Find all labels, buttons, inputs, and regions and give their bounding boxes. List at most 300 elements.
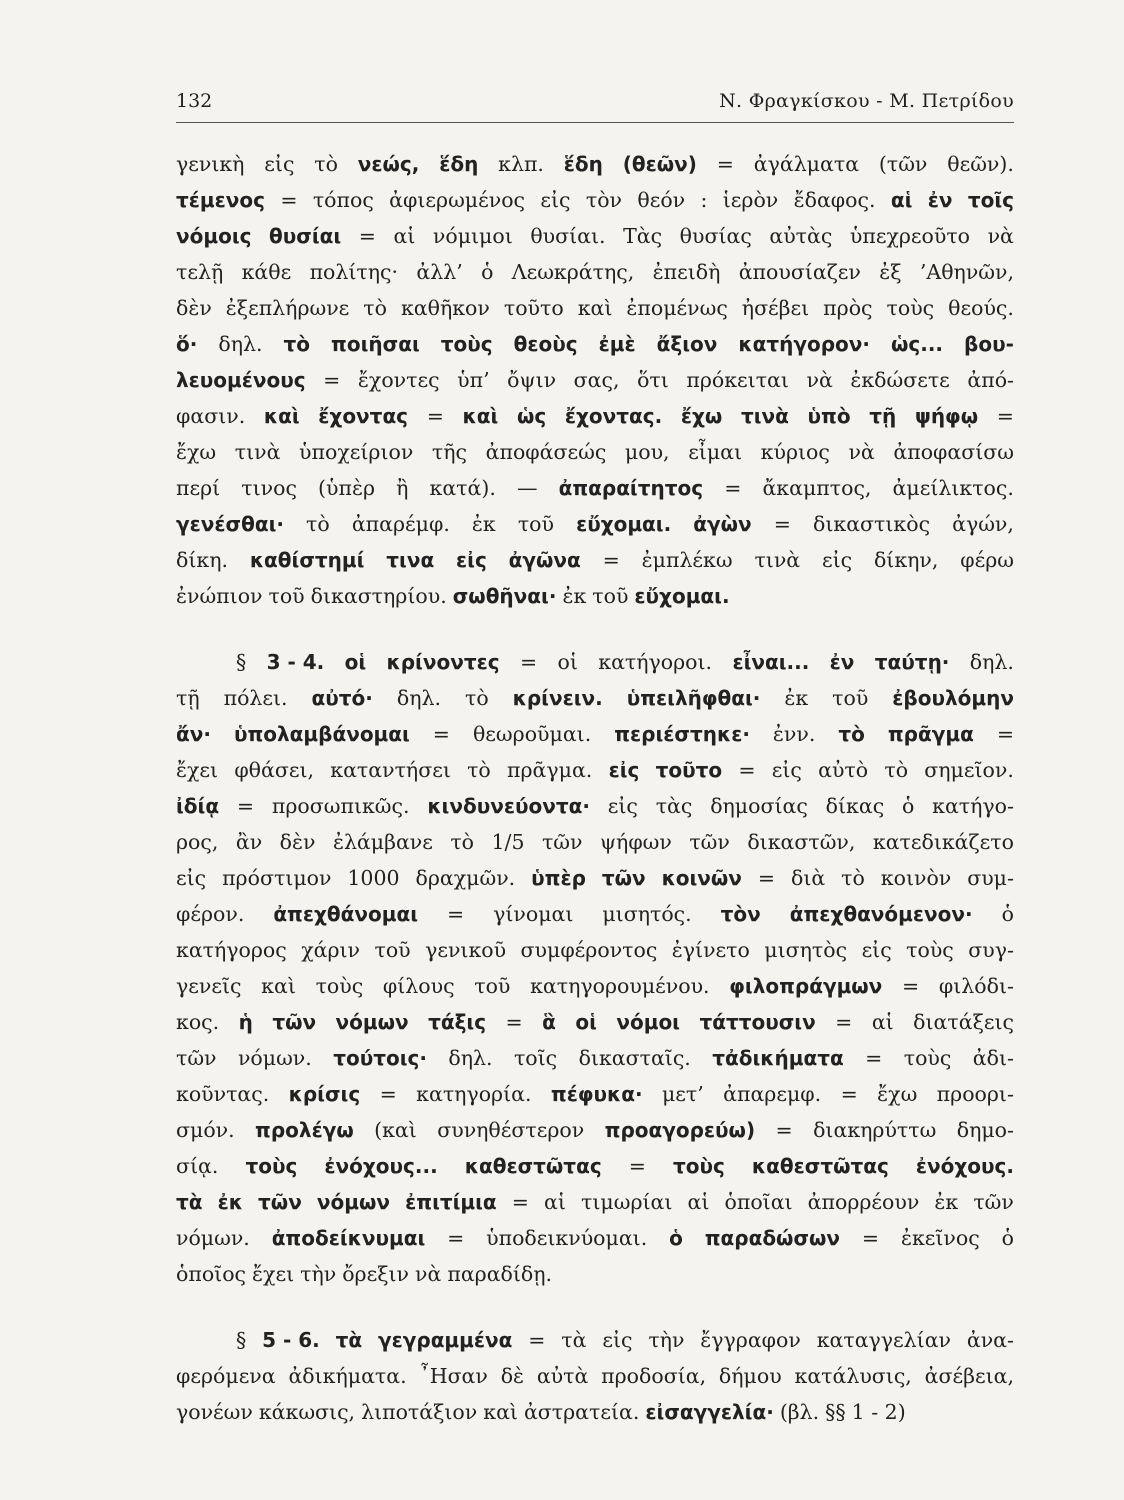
- word: σας,: [573, 368, 620, 392]
- bold-term: ἀπαραίτητος: [558, 476, 704, 500]
- bold-term: τάξις: [428, 1010, 487, 1034]
- word: δικασταῖς.: [578, 1046, 691, 1070]
- bold-term: καθίστημί: [249, 548, 365, 572]
- word: δικαστηρίου.: [310, 584, 447, 608]
- bold-term: πρᾶγμα: [887, 722, 974, 746]
- word: αὐτὰς: [769, 224, 833, 248]
- word: =: [446, 902, 465, 926]
- text-line: [176, 326, 1014, 362]
- word: ἐμπλέκω: [641, 548, 733, 572]
- bold-term: τοὺς: [245, 1154, 298, 1178]
- word: πρὸς: [823, 296, 873, 320]
- word: τὸ: [363, 296, 387, 320]
- word: θυσίαι.: [530, 224, 606, 248]
- word: κλπ.: [498, 152, 544, 176]
- bold-term: ἐκ: [217, 1190, 243, 1214]
- word: μου,: [624, 440, 670, 464]
- bold-term: νεώς,: [357, 152, 420, 176]
- word: ψήφων: [599, 830, 672, 854]
- word: δικαστικὸς: [813, 512, 931, 536]
- word: ἀλλ’: [416, 260, 463, 284]
- bold-term: ἰδίᾳ: [176, 794, 220, 818]
- word: συνηθέστερον: [437, 1118, 585, 1142]
- bold-term: εἰς: [456, 548, 487, 572]
- word: κατηγορουμένου.: [530, 974, 710, 998]
- word: πρᾶγμα.: [507, 758, 593, 782]
- word: ἐκδώσετε: [850, 368, 950, 392]
- word: τοῦ: [832, 686, 869, 710]
- bold-term: ὑπολαμβάνομαι: [233, 722, 410, 746]
- word: εἰς: [602, 1328, 633, 1352]
- word: καὶ: [483, 1400, 518, 1424]
- word: προορι-: [936, 1082, 1014, 1106]
- word: δημο-: [956, 1118, 1014, 1142]
- text-line: [176, 1394, 1014, 1430]
- text-line: [176, 932, 1014, 968]
- word: τοὺς: [903, 1046, 952, 1070]
- word: εἰς: [821, 548, 853, 572]
- word: φέρον.: [176, 902, 245, 926]
- word: συμφέροντος: [520, 938, 658, 962]
- word: νὰ: [415, 1262, 442, 1286]
- bold-term: ὑπειλῆφθαι·: [626, 686, 761, 710]
- word: τὸν: [585, 188, 623, 212]
- word: §§: [825, 1400, 846, 1424]
- word: θεωροῦμαι.: [472, 722, 592, 746]
- word: πολίτης·: [309, 260, 399, 284]
- word: κατήγοροι.: [598, 650, 713, 674]
- word: ἀγών,: [952, 512, 1014, 536]
- bold-term: ἀγῶνα: [508, 548, 581, 572]
- bold-term: τοῦτο: [655, 758, 723, 782]
- word: δηλ.: [969, 650, 1014, 674]
- bold-term: ἐνόχους...: [324, 1154, 438, 1178]
- bold-term: τὸ: [283, 332, 311, 356]
- word: ἀφιερωμένος: [389, 188, 526, 212]
- text-line: [176, 1184, 1014, 1220]
- word: ἀδικήματα.: [288, 1364, 407, 1388]
- word: ἐνν.: [772, 722, 816, 746]
- text-line: [176, 290, 1014, 326]
- bold-term: καθεστῶτας: [751, 1154, 889, 1178]
- word: νόμων.: [176, 1226, 250, 1250]
- bold-term: καθεστῶτας: [464, 1154, 602, 1178]
- word: =: [724, 476, 742, 500]
- word: τὸ: [841, 866, 865, 890]
- bold-term: ἐν: [829, 650, 855, 674]
- bold-term: καὶ: [263, 404, 300, 428]
- word: περί: [176, 476, 221, 500]
- word: τοῦ: [517, 512, 554, 536]
- bold-term: ἔχοντας: [318, 404, 409, 428]
- word: =: [902, 974, 920, 998]
- word: εἰς: [176, 866, 207, 890]
- text-line: [176, 824, 1014, 860]
- text-line: [176, 752, 1014, 788]
- word: τοὺς: [886, 296, 935, 320]
- word: =: [426, 404, 444, 428]
- word: αἱ: [393, 224, 416, 248]
- bold-term: κρίσις: [288, 1082, 361, 1106]
- word: ἐκ: [471, 512, 496, 536]
- word: τιμωρίαι: [581, 1190, 673, 1214]
- bold-term: ποιῆσαι: [331, 332, 420, 356]
- bold-term: τινὰ: [740, 404, 789, 428]
- word: ἐξ: [879, 260, 902, 284]
- word: εἰς: [607, 794, 638, 818]
- word: =: [840, 1082, 858, 1106]
- word: 1 - 2): [851, 1400, 906, 1424]
- word: σμόν.: [176, 1118, 235, 1142]
- word: ἂν: [235, 830, 263, 854]
- word: τῶν: [541, 830, 583, 854]
- bold-term: τὸ: [838, 722, 865, 746]
- word: αἱ: [871, 1010, 894, 1034]
- word: 1000: [347, 866, 400, 890]
- word: (τῶν: [878, 152, 928, 176]
- word: τοῦ: [374, 938, 411, 962]
- word: κοῦντας.: [176, 1082, 270, 1106]
- word: αὐτὸ: [818, 758, 869, 782]
- bold-term: ἕδη: [439, 152, 479, 176]
- bold-term: ὡς: [516, 404, 547, 428]
- word: κατεδικάζετο: [872, 830, 1014, 854]
- bold-term: τάττουσιν: [699, 1010, 816, 1034]
- bold-term: βου-: [964, 332, 1014, 356]
- word: δίκας: [825, 794, 885, 818]
- word: ἀπαρεμφ.: [723, 1082, 822, 1106]
- bold-term: ἀποδείκνυμαι: [271, 1226, 426, 1250]
- bold-term: ἐμὲ: [598, 332, 636, 356]
- word: ὁποῖαι: [724, 1190, 793, 1214]
- word: γίνομαι: [493, 902, 574, 926]
- word: =: [528, 1328, 546, 1352]
- bold-term: τοὺς: [672, 1154, 725, 1178]
- word: κατηγορία.: [416, 1082, 532, 1106]
- text-line: [176, 644, 1014, 680]
- word: ὑπ’: [457, 368, 490, 392]
- word: διὰ: [791, 866, 826, 890]
- word: ἐπειδὴ: [652, 260, 721, 284]
- bold-term: νόμων: [335, 1010, 409, 1034]
- word: =: [996, 722, 1014, 746]
- word: ῏Ησαν: [419, 1364, 488, 1388]
- bold-term: ὑπὲρ: [531, 866, 586, 890]
- word: ἔδαφος.: [793, 188, 876, 212]
- bold-term: φιλοπράγμων: [729, 974, 883, 998]
- word: ἐγίνετο: [671, 938, 750, 962]
- word: ἀπορρέουν: [807, 1190, 920, 1214]
- bold-term: 5 - 6.: [262, 1328, 320, 1352]
- word: κάθε: [241, 260, 292, 284]
- bold-term: νόμοι: [616, 1010, 680, 1034]
- word: μετ’: [661, 1082, 704, 1106]
- word: καταντήσει: [330, 758, 451, 782]
- paragraph: [176, 1322, 1014, 1430]
- word: =: [865, 1046, 883, 1070]
- word: γενικοῦ: [425, 938, 507, 962]
- bold-term: προλέγω: [255, 1118, 354, 1142]
- text-line: [176, 146, 1014, 182]
- word: τῶν: [176, 1046, 217, 1070]
- word: ἐκ: [934, 1190, 959, 1214]
- word: (ὑπὲρ: [318, 476, 376, 500]
- text-line: [176, 1358, 1014, 1394]
- word: ἀμείλικτος.: [892, 476, 1014, 500]
- word: δὲν: [279, 830, 316, 854]
- bold-term: τινα: [386, 548, 435, 572]
- bold-term: πέφυκα·: [550, 1082, 643, 1106]
- word: ἀγάλματα: [753, 152, 860, 176]
- word: =: [628, 1154, 646, 1178]
- word: φασιν.: [176, 404, 246, 428]
- text-line: [176, 1040, 1014, 1076]
- bold-term: ἐβουλόμην: [892, 686, 1014, 710]
- word: εἶμαι: [688, 440, 743, 464]
- bold-term: περιέστηκε·: [614, 722, 750, 746]
- word: =: [379, 1082, 397, 1106]
- word: τὸ: [314, 152, 338, 176]
- word: τὸ: [464, 686, 489, 710]
- bold-term: τοὺς: [440, 332, 493, 356]
- bold-term: τῶν: [258, 1190, 302, 1214]
- word: ἀνα-: [966, 1328, 1014, 1352]
- word: δικαστῶν,: [747, 830, 856, 854]
- bold-term: εἰσαγγελία·: [645, 1400, 774, 1424]
- word: τοῦ: [474, 974, 511, 998]
- text-line: [176, 434, 1014, 470]
- word: =: [447, 1226, 465, 1250]
- word: καταγγελίαν: [816, 1328, 952, 1352]
- bold-term: ψήφῳ: [914, 404, 979, 428]
- word: =: [323, 368, 341, 392]
- word: αἱ: [544, 1190, 566, 1214]
- word: προσωπικῶς.: [271, 794, 410, 818]
- word: καθῆκον: [400, 296, 490, 320]
- word: δηλ.: [448, 1046, 493, 1070]
- word: ἐξεπλήρωνε: [225, 296, 350, 320]
- bold-term: κατήγορον·: [738, 332, 870, 356]
- bold-term: κρίνοντες: [386, 650, 500, 674]
- word: ὄρεξιν: [342, 1262, 410, 1286]
- bold-term: λευομένους: [176, 368, 306, 392]
- bold-term: εὔχομαι.: [576, 512, 672, 536]
- bold-term: ἀγὼν: [693, 512, 752, 536]
- word: κατάλυσις,: [794, 1364, 912, 1388]
- bold-term: εἶναι...: [732, 650, 810, 674]
- word: κος.: [176, 1010, 220, 1034]
- word: πρόκειται: [686, 368, 789, 392]
- bold-term: σωθῆναι·: [452, 584, 557, 608]
- word: ἐπομένως: [626, 296, 728, 320]
- word: νὰ: [806, 368, 833, 392]
- word: :: [700, 188, 708, 212]
- word: νὰ: [987, 224, 1014, 248]
- word: δίκην,: [873, 548, 939, 572]
- word: τὴν: [648, 1328, 685, 1352]
- word: γονέων: [176, 1400, 253, 1424]
- page-number: 132: [176, 90, 213, 112]
- word: τινος: [241, 476, 297, 500]
- bold-term: ταύτῃ·: [874, 650, 950, 674]
- bold-term: τὸν: [720, 902, 761, 926]
- bold-term: (θεῶν): [622, 152, 697, 176]
- bold-term: κοινῶν: [661, 866, 742, 890]
- word: ὅτι: [637, 368, 669, 392]
- bold-term: οἱ: [344, 650, 367, 674]
- text-line: [176, 218, 1014, 254]
- bold-term: παραδώσων: [704, 1226, 841, 1250]
- bold-term: εἰς: [608, 758, 640, 782]
- bold-term: κρίνειν.: [512, 686, 603, 710]
- word: =: [236, 794, 255, 818]
- bold-term: γεγραμμένα: [378, 1328, 513, 1352]
- word: τῆς: [431, 440, 468, 464]
- word: τοῖς: [513, 1046, 558, 1070]
- word: νὰ: [848, 440, 875, 464]
- word: παραδίδῃ.: [447, 1262, 553, 1286]
- word: Λεωκράτης,: [511, 260, 635, 284]
- word: εἰς: [540, 188, 571, 212]
- word: θυσίας: [679, 224, 752, 248]
- word: =: [861, 1226, 880, 1250]
- bold-term: τὰ: [335, 1328, 363, 1352]
- word: κατήγορος: [176, 938, 287, 962]
- word: κατήγο-: [932, 794, 1014, 818]
- word: νόμων.: [237, 1046, 312, 1070]
- running-head: Ν. Φραγκίσκου - Μ. Πετρίδου: [719, 90, 1014, 112]
- word: =: [757, 866, 776, 890]
- word: (καὶ: [374, 1118, 417, 1142]
- word: τόπος: [312, 188, 374, 212]
- word: δραχμῶν.: [415, 866, 516, 890]
- word: νόμιμοι: [432, 224, 513, 248]
- word: ἀποφασίσω: [893, 440, 1014, 464]
- word: §: [236, 650, 247, 674]
- text-line: [176, 182, 1014, 218]
- bold-term: ἐνόχους.: [915, 1154, 1014, 1178]
- word: ἄκαμπτος,: [762, 476, 872, 500]
- word: τῇ: [176, 686, 200, 710]
- text-line: [176, 1256, 1014, 1292]
- word: τὸ: [450, 830, 475, 854]
- text-line: [176, 1220, 1014, 1256]
- bold-term: κινδυνεύοντα·: [427, 794, 590, 818]
- word: δὲ: [500, 1364, 525, 1388]
- word: σημεῖον.: [924, 758, 1014, 782]
- word: γενικὴ: [176, 152, 245, 176]
- paragraph: [176, 644, 1014, 1292]
- text-line: [176, 542, 1014, 578]
- text-line: [176, 860, 1014, 896]
- bold-term: ὁ: [669, 1226, 683, 1250]
- word: φέρω: [960, 548, 1014, 572]
- word: ἐκ: [784, 686, 809, 710]
- word: κοινὸν: [880, 866, 952, 890]
- text-line: [176, 716, 1014, 752]
- word: διακηρύττω: [813, 1118, 937, 1142]
- bold-term: καὶ: [462, 404, 499, 428]
- word: ἔχει: [252, 1262, 295, 1286]
- word: θεόν: [637, 188, 686, 212]
- word: δηλ.: [396, 686, 442, 710]
- word: ἀστρατεία.: [523, 1400, 640, 1424]
- bold-term: εὔχομαι.: [634, 584, 730, 608]
- word: εἰς: [861, 938, 892, 962]
- word: ἱερὸν: [722, 188, 779, 212]
- bold-term: νόμοις: [176, 224, 252, 248]
- bold-term: 3 - 4.: [266, 650, 325, 674]
- word: φθάσει,: [234, 758, 315, 782]
- bold-term: οἱ: [575, 1010, 597, 1034]
- bold-term: ἔχω: [680, 404, 723, 428]
- word: ὁ: [481, 260, 494, 284]
- word: τινὰ: [754, 548, 801, 572]
- word: ἢ: [396, 476, 409, 500]
- word: τοὺς: [315, 974, 364, 998]
- word: τὰς: [655, 794, 693, 818]
- bold-term: τούτοις·: [333, 1046, 427, 1070]
- word: διατάξεις: [913, 1010, 1014, 1034]
- word: δὲν: [176, 296, 212, 320]
- bold-term: ἔχοντας.: [564, 404, 663, 428]
- bold-term: αὐτό·: [311, 686, 373, 710]
- word: §: [236, 1328, 247, 1352]
- word: ἐνώπιον: [176, 584, 263, 608]
- word: προδοσία,: [601, 1364, 707, 1388]
- bold-term: τοῖς: [967, 188, 1014, 212]
- word: δίκη.: [176, 548, 228, 572]
- bold-term: τἀδικήματα: [712, 1046, 844, 1070]
- word: κάκωσις,: [258, 1400, 356, 1424]
- bold-term: ἀπεχθάνομαι: [273, 902, 418, 926]
- bold-term: αἱ: [890, 188, 913, 212]
- bold-term: ἃ: [542, 1010, 556, 1034]
- page-header: [176, 88, 1014, 123]
- word: =: [716, 152, 734, 176]
- word: ἔχω: [877, 1082, 918, 1106]
- bold-term: γενέσθαι·: [176, 512, 284, 536]
- word: ἐκ: [562, 584, 587, 608]
- word: χάριν: [301, 938, 361, 962]
- word: πόλει.: [223, 686, 288, 710]
- bold-term: ἄξιον: [656, 332, 718, 356]
- word: τοὺς: [906, 938, 954, 962]
- bold-term: ἄν·: [176, 722, 211, 746]
- word: ὁποῖος: [176, 1262, 247, 1286]
- word: τινὰ: [234, 440, 281, 464]
- bold-term: ὑπὸ: [807, 404, 851, 428]
- bold-term: ἡ: [238, 1010, 253, 1034]
- word: συγ-: [968, 938, 1014, 962]
- word: θεούς.: [948, 296, 1014, 320]
- word: ὁ: [1001, 1226, 1014, 1250]
- bold-term: νόμων: [316, 1190, 391, 1214]
- bold-term: θυσίαι: [269, 224, 342, 248]
- word: τῶν: [973, 1190, 1014, 1214]
- word: τὰ: [561, 1328, 587, 1352]
- word: ’Αθηνῶν,: [919, 260, 1014, 284]
- word: τὸ: [884, 758, 909, 782]
- word: ἔγγραφον: [700, 1328, 801, 1352]
- word: λιποτάξιον: [361, 1400, 478, 1424]
- word: δημοσίας: [710, 794, 808, 818]
- word: αἱ: [687, 1190, 710, 1214]
- word: τὸ: [306, 512, 330, 536]
- word: =: [280, 188, 298, 212]
- word: ὑπεχρεοῦτο: [849, 224, 971, 248]
- paragraph: [176, 146, 1014, 614]
